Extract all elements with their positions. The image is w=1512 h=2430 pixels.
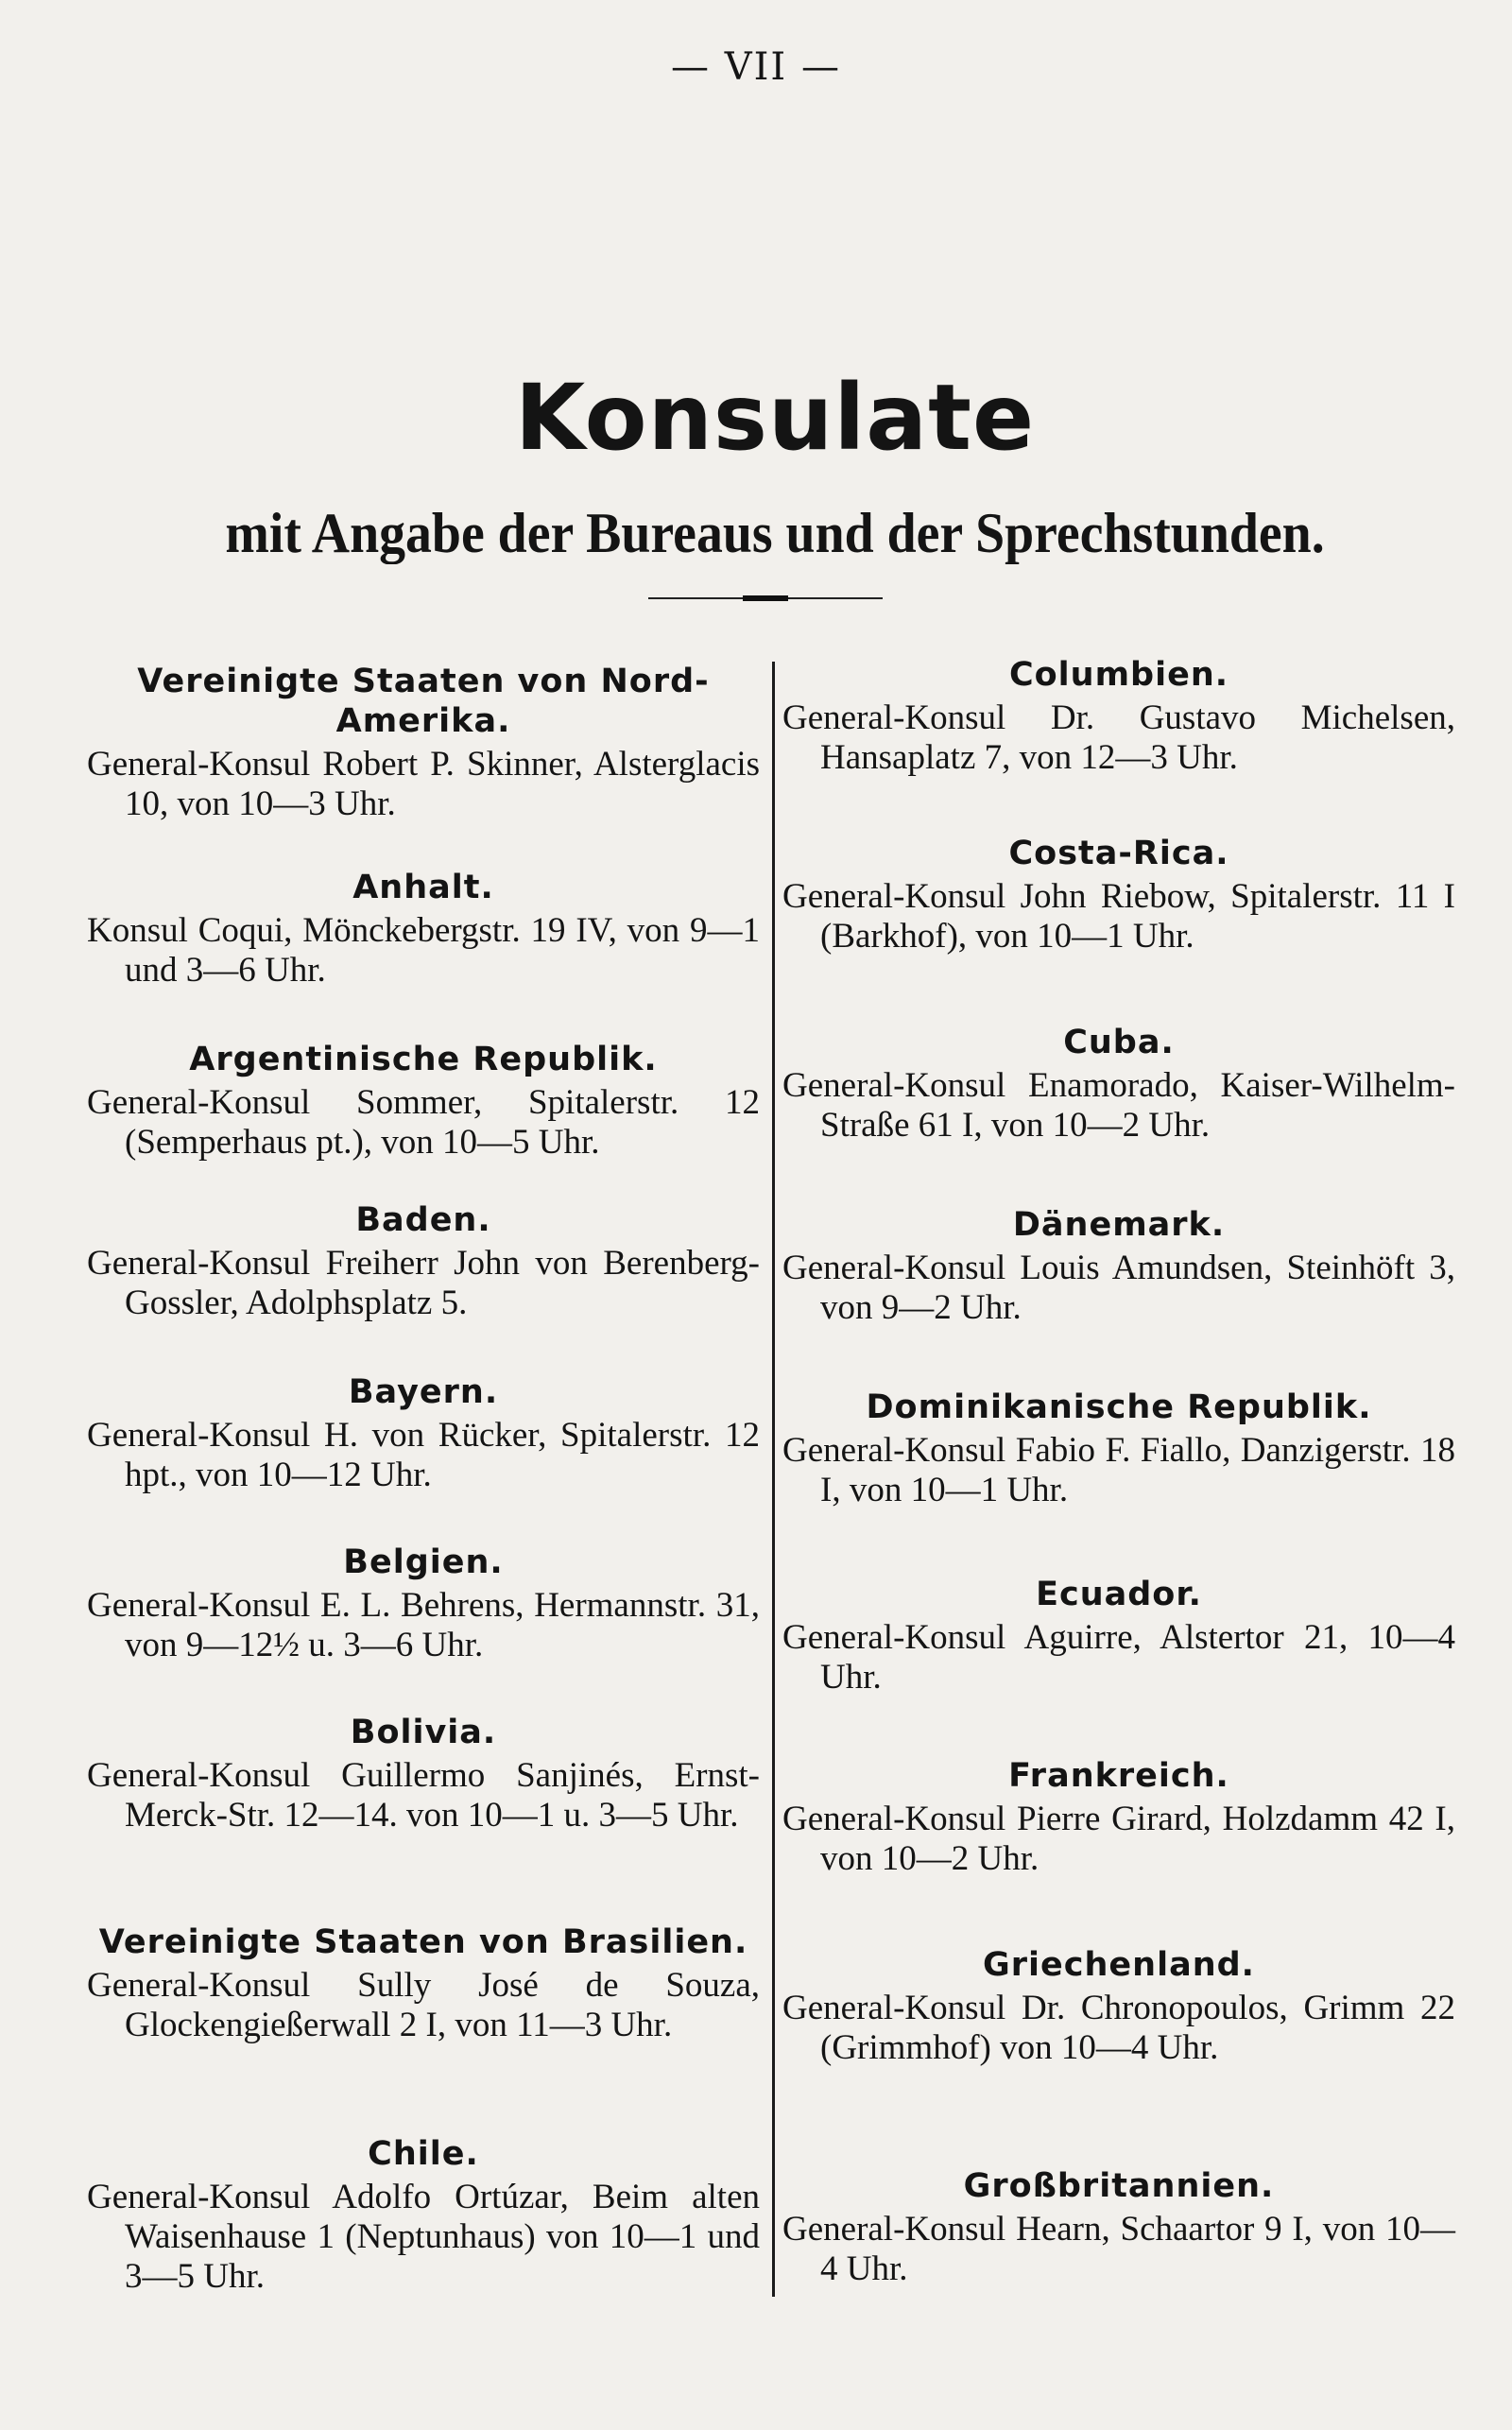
consulate-details: General-Konsul E. L. Behrens, Hermannstr. 31, von 9—12½ u. 3—6 Uhr.	[87, 1586, 760, 1664]
consulate-entry	[782, 1756, 1455, 1879]
country-heading: Belgien.	[343, 1543, 504, 1581]
page-subtitle: mit Angabe der Bureaus und der Sprechstunden.	[225, 502, 1325, 564]
country-heading: Bayern.	[348, 1373, 499, 1411]
consulate-details: General-Konsul Dr. Gustavo Michelsen, Hansaplatz 7, von 12—3 Uhr.	[782, 698, 1455, 777]
consulate-details: General-Konsul Sommer, Spitalerstr. 12 (Semperhaus pt.), von 10—5 Uhr.	[87, 1083, 760, 1162]
page-title: Konsulate	[514, 365, 1036, 471]
country-heading: Dominikanische Republik.	[866, 1388, 1372, 1426]
consulate-entry	[782, 834, 1455, 956]
consulate-entry	[782, 1023, 1455, 1146]
country-heading: Baden.	[355, 1201, 491, 1239]
country-heading: Dänemark.	[1012, 1206, 1226, 1244]
consulate-entry	[782, 2166, 1455, 2289]
consulate-entry	[87, 662, 760, 824]
consulate-details: General-Konsul Guillermo Sanjinés, Ernst-Merck-Str. 12—14. von 10—1 u. 3—5 Uhr.	[87, 1756, 760, 1835]
consulate-details: General-Konsul Dr. Chronopoulos, Grimm 22 (Grimmhof) von 10—4 Uhr.	[782, 1989, 1455, 2067]
country-heading: Columbien.	[1008, 656, 1229, 694]
country-heading: Großbritannien.	[963, 2167, 1275, 2205]
country-heading: Frankreich.	[1008, 1757, 1229, 1795]
consulate-details: General-Konsul Robert P. Skinner, Alsterglacis 10, von 10—3 Uhr.	[87, 745, 760, 823]
consulate-details: General-Konsul Hearn, Schaartor 9 I, von 10—4 Uhr.	[782, 2210, 1455, 2288]
country-heading: Chile.	[368, 2135, 479, 2173]
consulate-details: General-Konsul Louis Amundsen, Steinhöft 3, von 9—2 Uhr.	[782, 1249, 1455, 1327]
consulate-entry	[87, 868, 760, 991]
consulate-entry	[782, 1575, 1455, 1698]
consulate-entry	[87, 1713, 760, 1835]
consulate-details: General-Konsul Pierre Girard, Holzdamm 42 I, von 10—2 Uhr.	[782, 1800, 1455, 1878]
consulate-entry	[87, 1922, 760, 2045]
title-rule	[648, 597, 883, 599]
consulate-entry	[87, 1372, 760, 1495]
consulate-details: General-Konsul H. von Rücker, Spitalerstr. 12 hpt., von 10—12 Uhr.	[87, 1416, 760, 1494]
consulate-details: Konsul Coqui, Mönckebergstr. 19 IV, von 9—1 und 3—6 Uhr.	[87, 911, 760, 990]
consulate-entry	[87, 1040, 760, 1163]
consulate-details: General-Konsul Fabio F. Fiallo, Danzigerstr. 18 I, von 10—1 Uhr.	[782, 1431, 1455, 1509]
country-heading: Argentinische Republik.	[189, 1041, 658, 1078]
consulate-details: General-Konsul Freiherr John von Berenberg-Gossler, Adolphsplatz 5.	[87, 1244, 760, 1322]
consulate-details: General-Konsul Sully José de Souza, Glockengießerwall 2 I, von 11—3 Uhr.	[87, 1966, 760, 2044]
consulate-entry	[782, 1945, 1455, 2068]
country-heading: Ecuador.	[1036, 1576, 1202, 1613]
consulate-entry	[87, 2134, 760, 2297]
consulate-entry	[87, 1200, 760, 1323]
country-heading: Vereinigte Staaten von Brasilien.	[98, 1923, 748, 1961]
consulate-details: General-Konsul Enamorado, Kaiser-Wilhelm-Straße 61 I, von 10—2 Uhr.	[782, 1066, 1455, 1145]
consulate-entry	[782, 655, 1455, 778]
country-heading: Cuba.	[1063, 1024, 1175, 1061]
consulate-entry	[87, 1542, 760, 1665]
country-heading: Griechenland.	[983, 1946, 1255, 1984]
consulate-details: General-Konsul John Riebow, Spitalerstr. 11 I (Barkhof), von 10—1 Uhr.	[782, 877, 1455, 956]
page-number: — VII —	[671, 45, 841, 89]
country-heading: Costa-Rica.	[1008, 835, 1229, 872]
column-divider	[772, 662, 775, 2297]
consulate-entry	[782, 1205, 1455, 1328]
consulate-entry	[782, 1387, 1455, 1510]
consulate-details: General-Konsul Adolfo Ortúzar, Beim alten Waisenhause 1 (Neptunhaus) von 10—1 und 3—5 Uhr.	[87, 2178, 760, 2296]
country-heading: Bolivia.	[350, 1714, 497, 1751]
country-heading: Vereinigte Staaten von Nord-Amerika.	[137, 663, 710, 740]
consulate-details: General-Konsul Aguirre, Alstertor 21, 10—4 Uhr.	[782, 1618, 1455, 1697]
country-heading: Anhalt.	[352, 869, 494, 906]
